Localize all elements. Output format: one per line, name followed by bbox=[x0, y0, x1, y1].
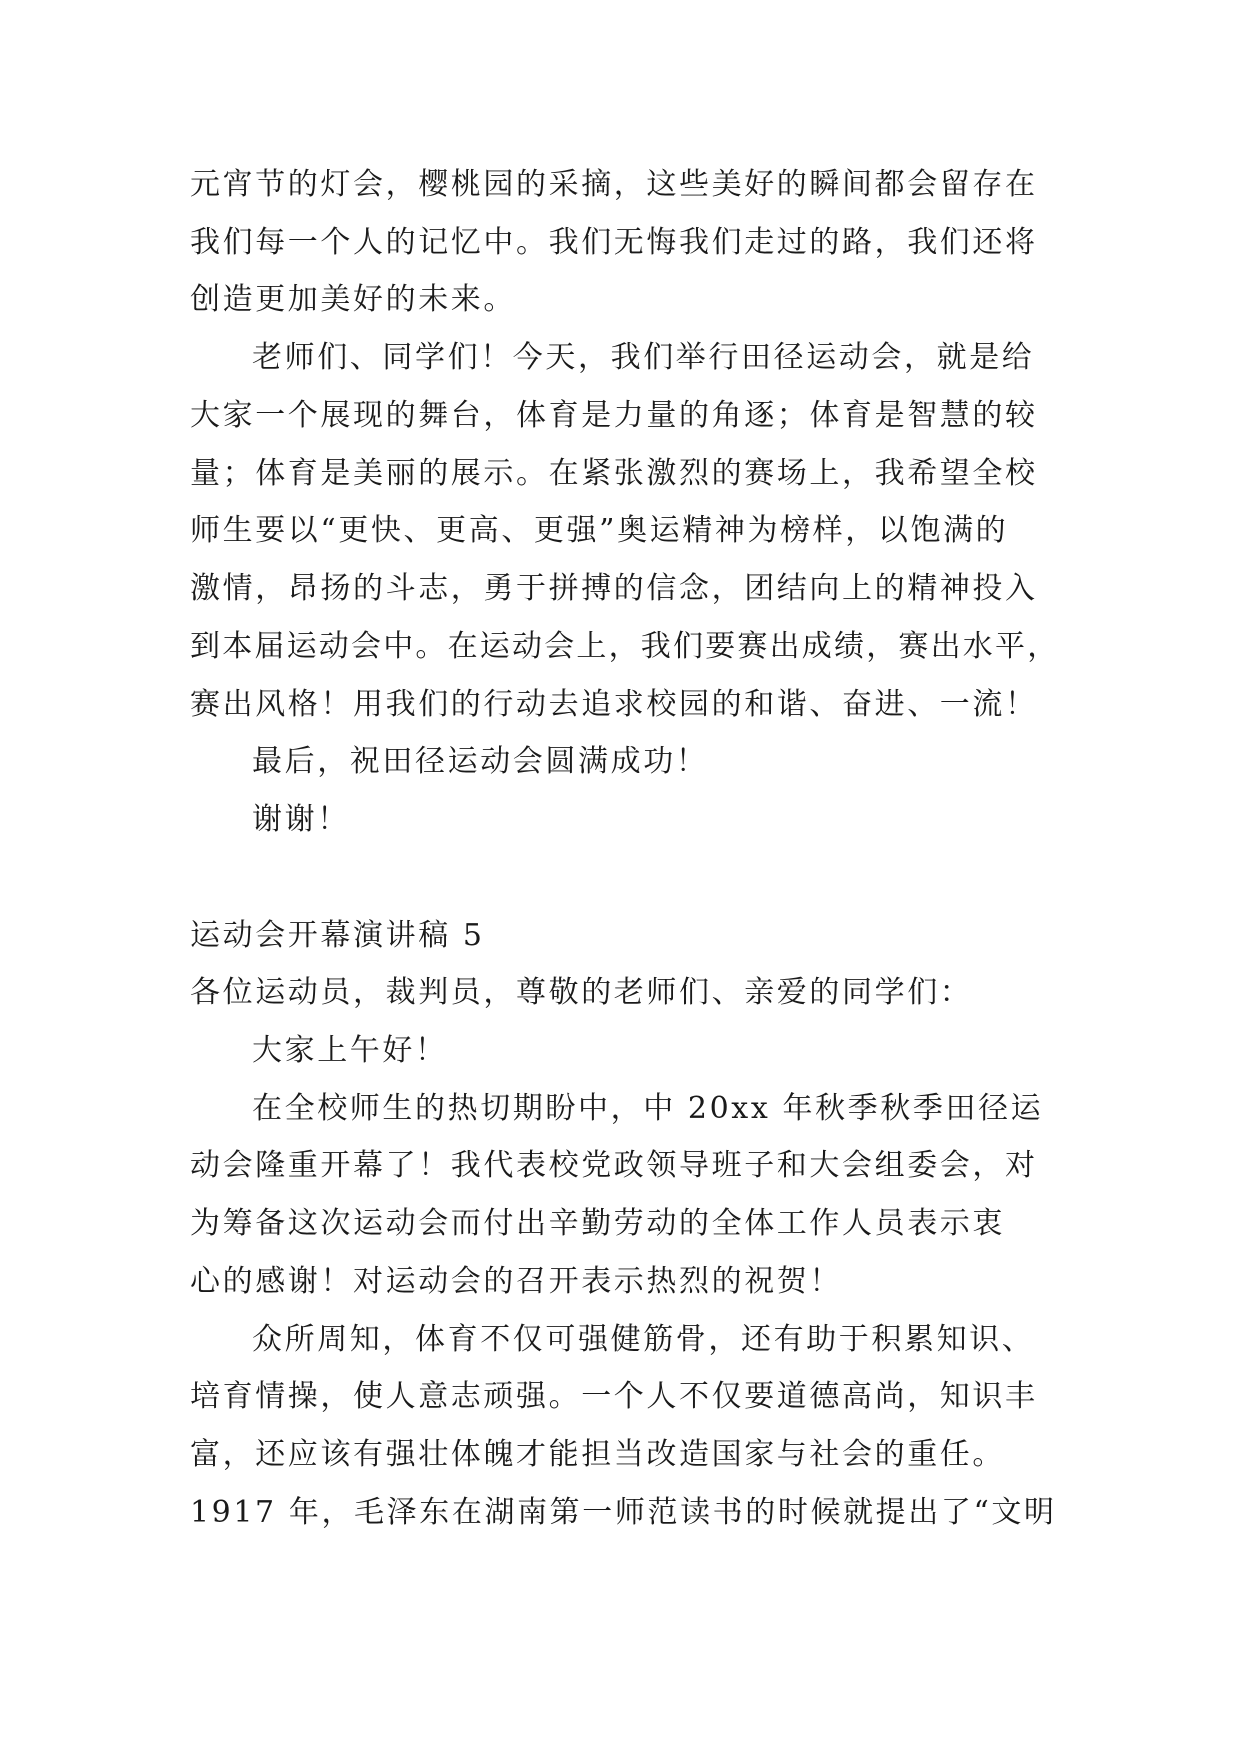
greeting-line: 大家上午好！ bbox=[252, 1033, 448, 1068]
paragraph-line: 在全校师生的热切期盼中，中 20xx 年秋季秋季田径运 bbox=[252, 1091, 1044, 1126]
paragraph-line: 师生要以“更快、更高、更强”奥运精神为榜样，以饱满的 bbox=[190, 513, 1009, 548]
paragraph-line: 创造更加美好的未来。 bbox=[190, 282, 516, 317]
paragraph-line: 培育情操，使人意志顽强。一个人不仅要道德高尚，知识丰 bbox=[190, 1379, 1038, 1414]
paragraph-line: 心的感谢！对运动会的召开表示热烈的祝贺！ bbox=[190, 1264, 842, 1299]
paragraph-line: 我们每一个人的记忆中。我们无悔我们走过的路，我们还将 bbox=[190, 225, 1038, 260]
paragraph-line: 富，还应该有强壮体魄才能担当改造国家与社会的重任。 bbox=[190, 1437, 1005, 1472]
paragraph-line: 元宵节的灯会，樱桃园的采摘，这些美好的瞬间都会留存在 bbox=[190, 167, 1038, 202]
paragraph-line: 到本届运动会中。在运动会上，我们要赛出成绩，赛出水平， bbox=[190, 629, 1060, 664]
paragraph-line: 为筹备这次运动会而付出辛勤劳动的全体工作人员表示衷 bbox=[190, 1206, 1005, 1241]
paragraph-line: 老师们、同学们！今天，我们举行田径运动会，就是给 bbox=[252, 340, 1035, 375]
paragraph-line: 大家一个展现的舞台，体育是力量的角逐；体育是智慧的较 bbox=[190, 398, 1038, 433]
paragraph-line: 赛出风格！用我们的行动去追求校园的和谐、奋进、一流！ bbox=[190, 687, 1038, 722]
paragraph-line: 1917 年，毛泽东在湖南第一师范读书的时候就提出了“文明 bbox=[190, 1495, 1057, 1530]
paragraph-line: 量；体育是美丽的展示。在紧张激烈的赛场上，我希望全校 bbox=[190, 456, 1038, 491]
salutation-line: 各位运动员，裁判员，尊敬的老师们、亲爱的同学们： bbox=[190, 975, 973, 1010]
paragraph-line: 激情，昂扬的斗志，勇于拼搏的信念，团结向上的精神投入 bbox=[190, 571, 1038, 606]
paragraph-line: 动会隆重开幕了！我代表校党政领导班子和大会组委会，对 bbox=[190, 1148, 1038, 1183]
paragraph-line: 众所周知，体育不仅可强健筋骨，还有助于积累知识、 bbox=[252, 1322, 1035, 1357]
thanks-line: 谢谢！ bbox=[252, 802, 350, 837]
section-heading: 运动会开幕演讲稿 5 bbox=[190, 918, 485, 953]
closing-line: 最后，祝田径运动会圆满成功！ bbox=[252, 744, 709, 779]
